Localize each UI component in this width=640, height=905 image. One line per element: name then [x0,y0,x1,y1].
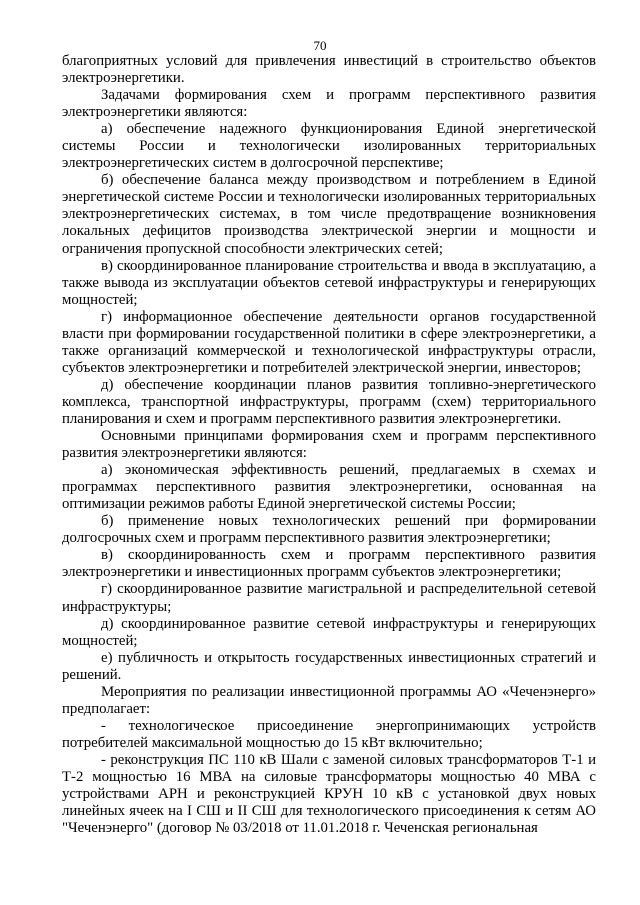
paragraph: - технологическое присоединение энергопринимающих устройств потребителей максимальной мощностью до 15 кВт включительно; [62,717,596,751]
paragraph: д) скоординированное развитие сетевой инфраструктуры и генерирующих мощностей; [62,615,596,649]
paragraph: Основными принципами формирования схем и программ перспективного развития электроэнергетики являются: [62,428,596,462]
paragraph: а) экономическая эффективность решений, предлагаемых в схемах и программах перспективного развития электроэнергетики, основанная на оптимизации режимов работы Единой энергетической системы России; [62,462,596,513]
paragraph: д) обеспечение координации планов развития топливно-энергетического комплекса, транспортной инфраструктуры, программ (схем) территориального планирования и схем и программ перспективного развития электроэнергетики. [62,376,596,427]
paragraph: в) скоординированное планирование строительства и ввода в эксплуатацию, а также вывода из эксплуатации объектов сетевой инфраструктуры и генерирующих мощностей; [62,257,596,308]
paragraph: - реконструкция ПС 110 кВ Шали с заменой силовых трансформаторов Т-1 и Т-2 мощностью 16 МВА на силовые трансформаторы мощностью 40 МВА с устройствами АРН и реконструкцией КРУН 10 кВ с установкой двух новых линейных ячеек на I СШ и II СШ для технологического присоединения к сетям АО "Чеченэнерго" (договор № 03/2018 от 11.01.2018 г. Чеченская региональная [62,751,596,837]
paragraph: г) информационное обеспечение деятельности органов государственной власти при формировании государственной политики в сфере электроэнергетики, а также организаций коммерческой и технологической инфраструктуры отрасли, субъектов электроэнергетики и потребителей электрической энергии, инвесторов; [62,308,596,376]
paragraph: б) применение новых технологических решений при формировании долгосрочных схем и программ перспективного развития электроэнергетики; [62,513,596,547]
paragraph: благоприятных условий для привлечения инвестиций в строительство объектов электроэнергетики. [62,53,596,87]
paragraph: Задачами формирования схем и программ перспективного развития электроэнергетики являются: [62,87,596,121]
paragraph: б) обеспечение баланса между производством и потреблением в Единой энергетической системе России и технологически изолированных территориальных электроэнергетических системах, в том числе предотвращение возникновения локальных дефицитов производства электрической энергии и мощности и ограничения пропускной способности электрических сетей; [62,172,596,257]
paragraph: г) скоординированное развитие магистральной и распределительной сетевой инфраструктуры; [62,581,596,615]
paragraph: в) скоординированность схем и программ перспективного развития электроэнергетики и инвестиционных программ субъектов электроэнергетики; [62,547,596,581]
paragraph: е) публичность и открытость государственных инвестиционных стратегий и решений. [62,649,596,683]
document-body [62,53,596,837]
paragraph: Мероприятия по реализации инвестиционной программы АО «Чеченэнерго» предполагает: [62,683,596,717]
page-number: 70 [313,38,327,53]
paragraph: а) обеспечение надежного функционирования Единой энергетической системы России и технологически изолированных территориальных электроэнергетических систем в долгосрочной перспективе; [62,121,596,172]
